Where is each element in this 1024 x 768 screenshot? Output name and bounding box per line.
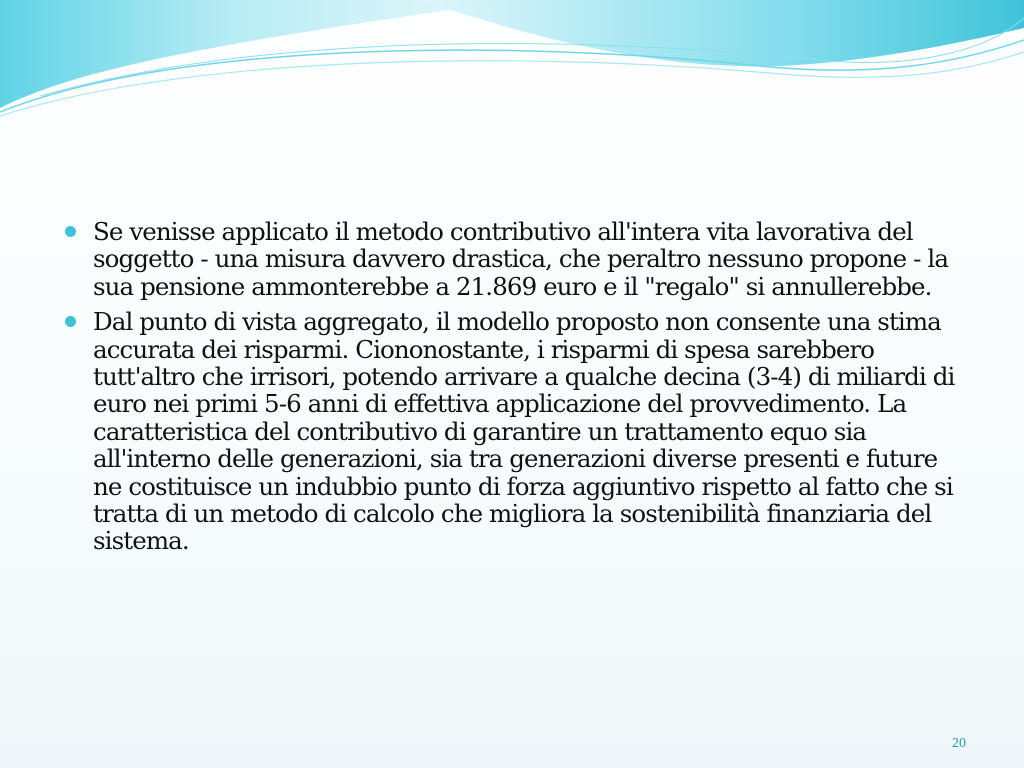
bullet-item-2 — [62, 308, 962, 555]
bullet-item-1 — [62, 218, 962, 300]
wave-line-2 — [0, 52, 1024, 116]
decorative-wave-header — [0, 0, 1024, 130]
bullet-dot-icon — [65, 316, 76, 327]
bullet-list — [62, 218, 962, 563]
bullet-dot-icon — [65, 226, 76, 237]
wave-shape-left — [0, 0, 520, 108]
bullet-text-1: Se venisse applicato il metodo contributivo all'intera vita lavorativa del soggetto - una misura davvero drastica, che peraltro nessuno propone - la sua pensione ammonterebbe a 21.869 euro e il "regalo" si annullerebbe. — [93, 217, 949, 301]
page-number: 20 — [952, 736, 966, 751]
bullet-text-2: Dal punto di vista aggregato, il modello proposto non consente una stima accurata dei risparmi. Ciononostante, i risparmi di spesa sarebbero tutt'altro che irrisori, potendo arrivare a qualche decina (3-4) di miliardi di euro nei primi 5-6 anni di effettiva applicazione del provvedimento. La caratteristica del contributivo di garantire un trattamento equo sia all'interno delle generazioni, sia tra generazioni diverse presenti e future ne costituisce un indubbio punto di forza aggiuntivo rispetto al fatto che si tratta di un metodo di calcolo che migliora la sostenibilità finanziaria del sistema. — [93, 307, 955, 556]
